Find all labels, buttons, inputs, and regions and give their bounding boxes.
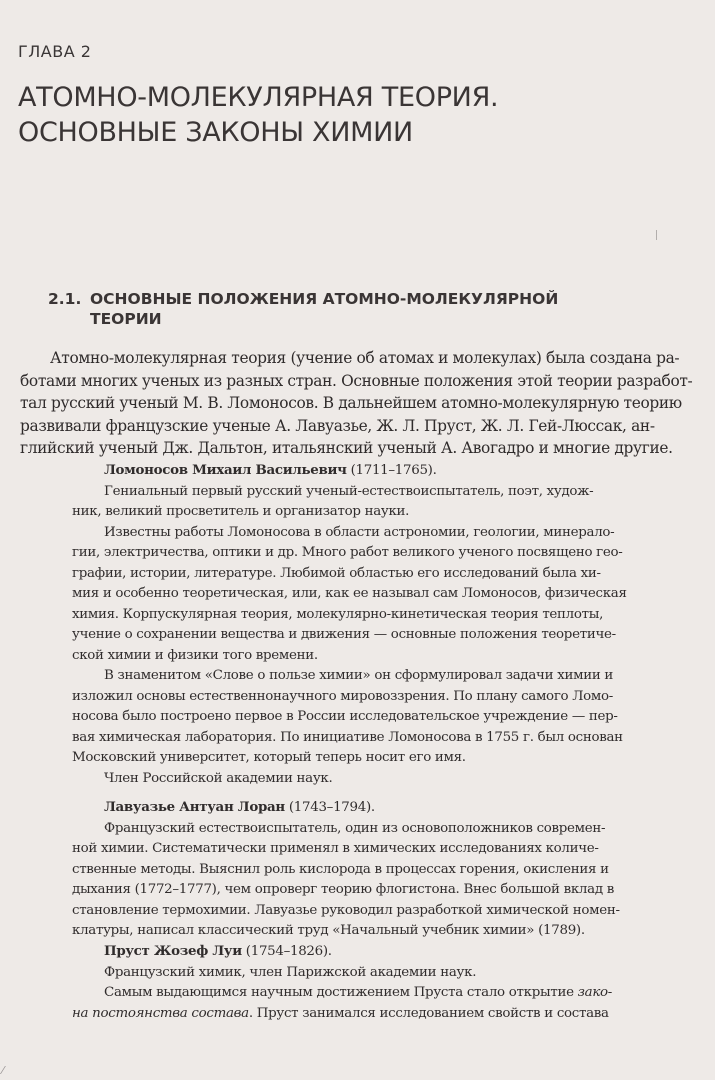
bio-italic-term: на постоянства состава bbox=[72, 1005, 249, 1021]
bio-line: Известны работы Ломоносова в области астрономии, геологии, минерало- bbox=[104, 524, 615, 540]
corner-mark: ⁄ bbox=[2, 1064, 4, 1077]
section-heading bbox=[48, 289, 558, 329]
chapter-label: ГЛАВА 2 bbox=[18, 42, 92, 61]
paragraph-line: глийский ученый Дж. Дальтон, итальянский ученый А. Авогадро и многие другие. bbox=[20, 439, 673, 457]
bio-line: учение о сохранении вещества и движения — основные положения теоретиче- bbox=[72, 627, 616, 642]
bio-line: ник, великий просветитель и организатор науки. bbox=[72, 504, 410, 519]
paragraph-line: ботами многих ученых из разных стран. Основные положения этой теории разработ- bbox=[20, 371, 693, 390]
bio-dates: (1743–1794). bbox=[284, 800, 375, 815]
bio-name: Пруст Жозеф Луи bbox=[104, 943, 242, 959]
chapter-title bbox=[18, 80, 678, 150]
bio-italic-term: зако- bbox=[577, 985, 613, 1000]
bio-line: химия. Корпускулярная теория, молекулярно-кинетическая теория теплоты, bbox=[72, 606, 604, 622]
section-title-line: ОСНОВНЫЕ ПОЛОЖЕНИЯ АТОМНО-МОЛЕКУЛЯРНОЙ bbox=[90, 290, 559, 308]
bio-dates: (1711–1765). bbox=[346, 463, 437, 478]
bio-line: ской химии и физики того времени. bbox=[72, 647, 318, 663]
section-title-line: ТЕОРИИ bbox=[90, 310, 162, 328]
bio-lavoisier bbox=[72, 797, 662, 942]
page-mark bbox=[656, 230, 662, 240]
bio-line: носова было построено первое в России исследовательское учреждение — пер- bbox=[72, 709, 618, 724]
bio-line: изложил основы естественнонаучного мировоззрения. По плану самого Ломо- bbox=[72, 688, 613, 704]
bio-line: ной химии. Систематически применял в химических исследованиях количе- bbox=[72, 841, 599, 856]
paragraph-line: тал русский ученый М. В. Ломоносов. В дальнейшем атомно-молекулярную теорию bbox=[20, 394, 682, 412]
bio-line: Московский университет, который теперь носит его имя. bbox=[72, 750, 466, 765]
bio-heading bbox=[72, 941, 662, 963]
chapter-title-line: ОСНОВНЫЕ ЗАКОНЫ ХИМИИ bbox=[18, 117, 413, 148]
bio-line: Французский естествоиспытатель, один из основоположников современ- bbox=[104, 820, 606, 836]
intro-paragraph bbox=[20, 347, 693, 460]
paragraph-line: развивали французские ученые А. Лавуазье, Ж. Л. Пруст, Ж. Л. Гей-Люссак, ан- bbox=[20, 416, 655, 435]
bio-line: Гениальный первый русский ученый-естествоиспытатель, поэт, худож- bbox=[104, 483, 594, 499]
bio-heading bbox=[72, 797, 662, 819]
bio-line bbox=[72, 1004, 662, 1025]
paragraph-line: Атомно-молекулярная теория (учение об атомах и молекулах) была создана ра- bbox=[50, 349, 680, 367]
bio-line: ственные методы. Выяснил роль кислорода в процессах горения, окисления и bbox=[72, 861, 609, 877]
bio-heading bbox=[72, 460, 662, 482]
bio-lomonosov bbox=[72, 460, 662, 789]
bio-line: мия и особенно теоретическая, или, как ее называл сам Ломоносов, физическая bbox=[72, 586, 627, 601]
bio-text: . Пруст занимался исследованием свойств и состава bbox=[248, 1005, 609, 1021]
bio-line: Французский химик, член Парижской академии наук. bbox=[104, 964, 477, 980]
bio-line: дыхания (1772–1777), чем опроверг теорию флогистона. Внес большой вклад в bbox=[72, 882, 614, 897]
bio-text: Самым выдающимся научным достижением Пруста стало открытие bbox=[104, 985, 578, 1000]
bio-line: графии, истории, литературе. Любимой областью его исследований была хи- bbox=[72, 565, 601, 581]
bio-line: становление термохимии. Лавуазье руководил разработкой химической номен- bbox=[72, 902, 620, 918]
bio-line: вая химическая лаборатория. По инициативе Ломоносова в 1755 г. был основан bbox=[72, 729, 623, 745]
section-number: 2.1. bbox=[48, 290, 82, 308]
bio-name: Ломоносов Михаил Васильевич bbox=[104, 462, 347, 478]
bio-line: В знаменитом «Слове о пользе химии» он сформулировал задачи химии и bbox=[104, 668, 614, 683]
chapter-title-line: АТОМНО-МОЛЕКУЛЯРНАЯ ТЕОРИЯ. bbox=[18, 82, 499, 113]
bio-line: Член Российской академии наук. bbox=[104, 770, 333, 786]
bio-line: клатуры, написал классический труд «Начальный учебник химии» (1789). bbox=[72, 923, 585, 938]
bio-line bbox=[72, 983, 662, 1004]
bio-proust bbox=[72, 941, 662, 1024]
bio-dates: (1754–1826). bbox=[241, 944, 332, 959]
bio-line: гии, электричества, оптики и др. Много работ великого ученого посвящено гео- bbox=[72, 545, 623, 560]
bio-name: Лавуазье Антуан Лоран bbox=[104, 799, 285, 815]
